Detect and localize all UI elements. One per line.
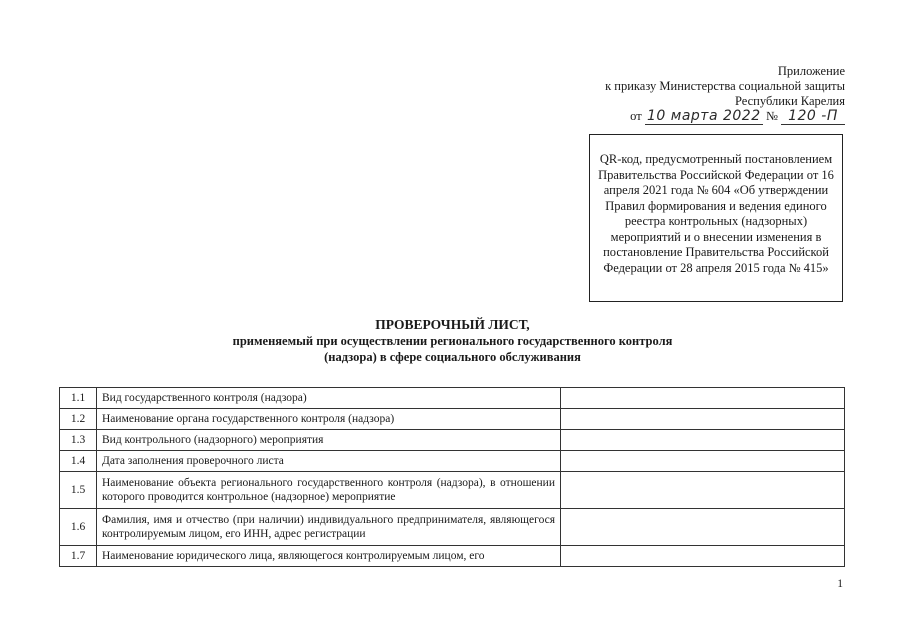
number-prefix: № [765,109,778,123]
row-number: 1.3 [60,430,97,451]
row-number: 1.4 [60,451,97,472]
row-number: 1.7 [60,546,97,567]
row-label: Наименование органа государственного контроля (надзора) [97,409,561,430]
order-number-handwritten: 120 -П [788,108,838,124]
appendix-order-ref: к приказу Министерства социальной защиты [605,79,845,93]
row-number: 1.1 [60,388,97,409]
row-value-cell[interactable] [561,509,845,546]
row-label: Наименование объекта регионального государственного контроля (надзора), в отношении которого проводится контрольное (надзорное) мероприятие [97,472,561,509]
table-row [60,451,845,472]
checklist-table [59,387,845,567]
row-value-cell[interactable] [561,451,845,472]
table-row [60,472,845,509]
table-row [60,409,845,430]
table-row [60,509,845,546]
order-date-number-line [545,109,845,127]
row-label: Вид контрольного (надзорного) мероприятия [97,430,561,451]
order-date-field [645,109,763,125]
order-number-field [781,109,845,125]
table-row [60,430,845,451]
table-row [60,388,845,409]
date-prefix: от [630,109,642,123]
row-label: Вид государственного контроля (надзора) [97,388,561,409]
title-line-1: ПРОВЕРОЧНЫЙ ЛИСТ, [375,317,530,332]
row-label: Фамилия, имя и отчество (при наличии) индивидуального предпринимателя, являющегося контролируемым лицом, его ИНН, адрес регистрации [97,509,561,546]
document-title [150,317,755,365]
row-value-cell[interactable] [561,409,845,430]
title-line-2: применяемый при осуществлении регионального государственного контроля [232,334,673,348]
qr-code-description: QR-код, предусмотренный постановлением Правительства Российской Федерации от 16 апреля 2021 года № 604 «Об утверждении Правил формирования и ведения единого реестра контрольных (надзорных) мероприятий и о внесении изменения в постановление Правительства Российской Федерации от 28 апреля 2015 года № 415» [598,152,834,275]
page-number: 1 [837,578,843,590]
title-line-3: (надзора) в сфере социального обслуживания [324,350,581,364]
qr-code-placeholder-box [589,134,843,302]
row-value-cell[interactable] [561,472,845,509]
row-label: Дата заполнения проверочного листа [97,451,561,472]
appendix-title: Приложение [777,64,845,78]
appendix-header [545,64,845,127]
order-date-handwritten: 10 марта 2022 [647,108,761,124]
table-row [60,546,845,567]
appendix-region: Республики Карелия [734,94,845,108]
row-number: 1.2 [60,409,97,430]
row-number: 1.5 [60,472,97,509]
row-value-cell[interactable] [561,430,845,451]
row-value-cell[interactable] [561,546,845,567]
row-label: Наименование юридического лица, являющегося контролируемым лицом, его [97,546,561,567]
row-number: 1.6 [60,509,97,546]
row-value-cell[interactable] [561,388,845,409]
